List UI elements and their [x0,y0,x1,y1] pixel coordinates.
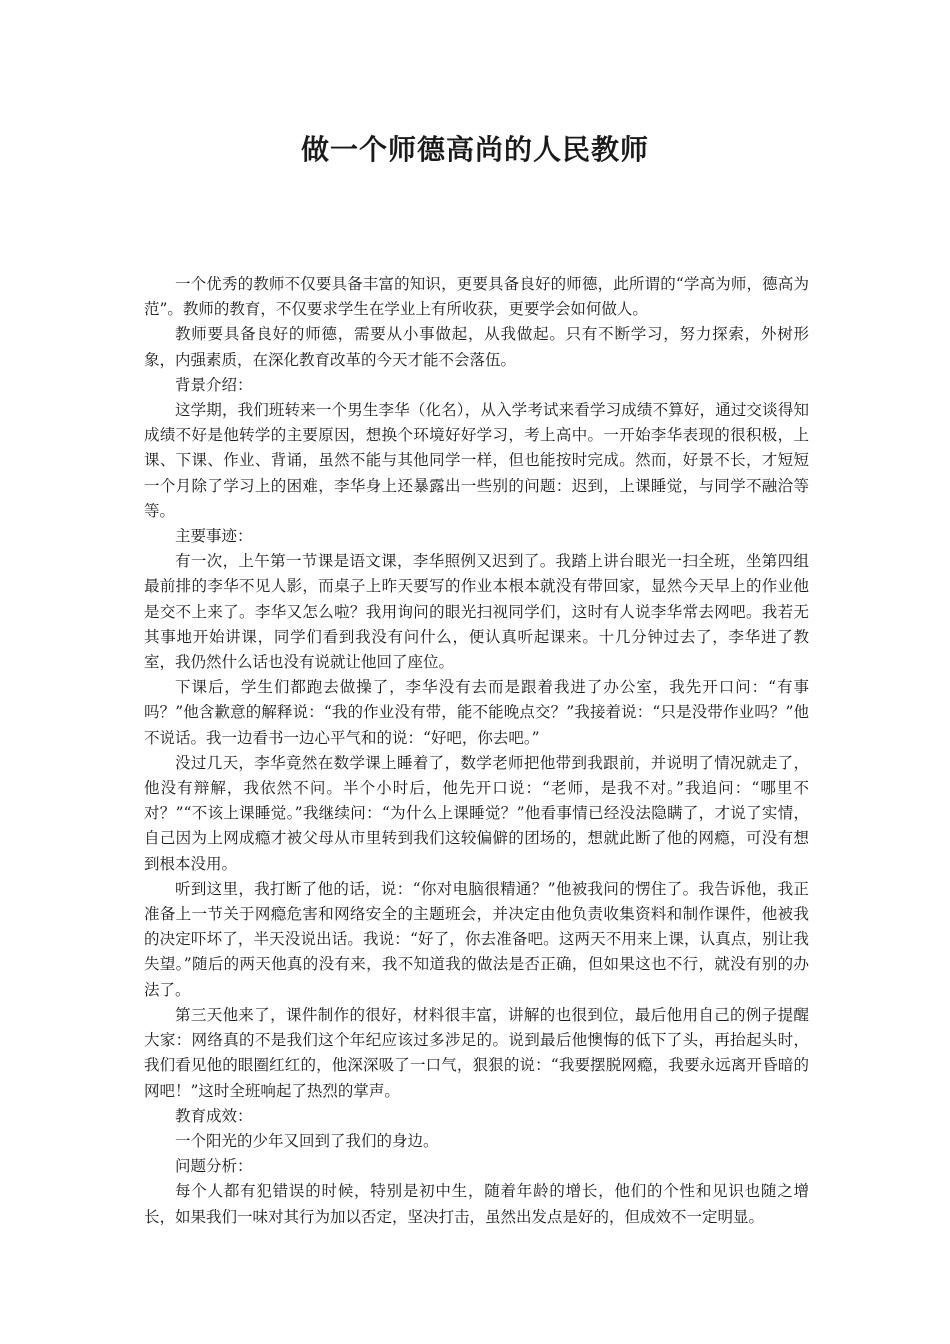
section-heading-background: 背景介绍： [175,375,253,394]
paragraph-ethics: 教师要具备良好的师德，需要从小事做起，从我做起。只有不断学习，努力探索，外树形象，内强素质，在深化教育改革的今天才能不会落伍。 [144,325,809,369]
paragraph-event-task: 听到这里，我打断了他的话，说：“你对电脑很精通？”他被我问的愣住了。我告诉他，我正准备上一节关于网瘾危害和网络安全的主题班会，并决定由他负责收集资料和制作课件，他被我的决定吓坏了，半天没说出话。我说：“好了，你去准备吧。这两天不用来上课，认真点，别让我失望。”随后的两天他真的没有来，我不知道我的做法是否正确，但如果这也不行，就没有别的办法了。 [144,879,809,999]
paragraph-intro: 一个优秀的教师不仅要具备丰富的知识，更要具备良好的师德，此所谓的“学高为师，德高为范”。教师的教育，不仅要求学生在学业上有所收获，更要学会如何做人。 [144,275,809,319]
paragraph-analysis: 每个人都有犯错误的时候，特别是初中生，随着年龄的增长，他们的个性和见识也随之增长，如果我们一味对其行为加以否定，坚决打击，虽然出发点是好的，但成效不一定明显。 [144,1182,809,1226]
document-title: 做一个师德高尚的人民教师 [300,133,649,166]
section-heading-results: 教育成效： [175,1106,253,1125]
paragraph-event-late: 有一次，上午第一节课是语文课，李华照例又迟到了。我踏上讲台眼光一扫全班，坐第四组最前排的李华不见人影，而桌子上昨天要写的作业本根本就没有带回家，显然今天早上的作业他是交不上来了。李华又怎么啦？我用询问的眼光扫视同学们，这时有人说李华常去网吧。我若无其事地开始讲课，同学们看到我没有问什么，便认真听起课来。十几分钟过去了，李华进了教室，我仍然什么话也没有说就让他回了座位。 [144,552,809,672]
paragraph-event-sleep: 没过几天，李华竟然在数学课上睡着了，数学老师把他带到我跟前，并说明了情况就走了，他没有辩解，我依然不问。半个小时后，他先开口说：“老师，是我不对。”我追问：“哪里不对？”“不该上课睡觉。”我继续问：“为什么上课睡觉？”他看事情已经没法隐瞒了，才说了实情，自己因为上网成瘾才被父母从市里转到我们这较偏僻的团场的，想就此断了他的网瘾，可没有想到根本没用。 [144,753,809,873]
paragraph-background: 这学期，我们班转来一个男生李华（化名），从入学考试来看学习成绩不算好，通过交谈得知成绩不好是他转学的主要原因，想换个环境好好学习，考上高中。一开始李华表现的很积极，上课、下课、作业、背诵，虽然不能与其他同学一样，但也能按时完成。然而，好景不长，才短短一个月除了学习上的困难，李华身上还暴露出一些别的问题：迟到，上课睡觉，与同学不融洽等等。 [144,401,809,520]
document-body [144,272,809,1230]
paragraph-event-presentation: 第三天他来了，课件制作的很好，材料很丰富，讲解的也很到位，最后他用自己的例子提醒大家：网络真的不是我们这个年纪应该过多涉足的。说到最后他懊悔的低下了头，再抬起头时，我们看见他的眼圈红红的，他深深吸了一口气，狠狠的说：“我要摆脱网瘾，我要永远离开昏暗的网吧！”这时全班响起了热烈的掌声。 [144,1005,809,1100]
section-heading-main-events: 主要事迹： [175,527,253,546]
paragraph-results: 一个阳光的少年又回到了我们的身边。 [175,1131,439,1150]
paragraph-event-office: 下课后，学生们都跑去做操了，李华没有去而是跟着我进了办公室，我先开口问：“有事吗？”他含歉意的解释说：“我的作业没有带，能不能晚点交？”我接着说：“只是没带作业吗？”他不说话。我一边看书一边心平气和的说：“好吧，你去吧。” [144,678,809,747]
section-heading-analysis: 问题分析： [175,1157,253,1176]
